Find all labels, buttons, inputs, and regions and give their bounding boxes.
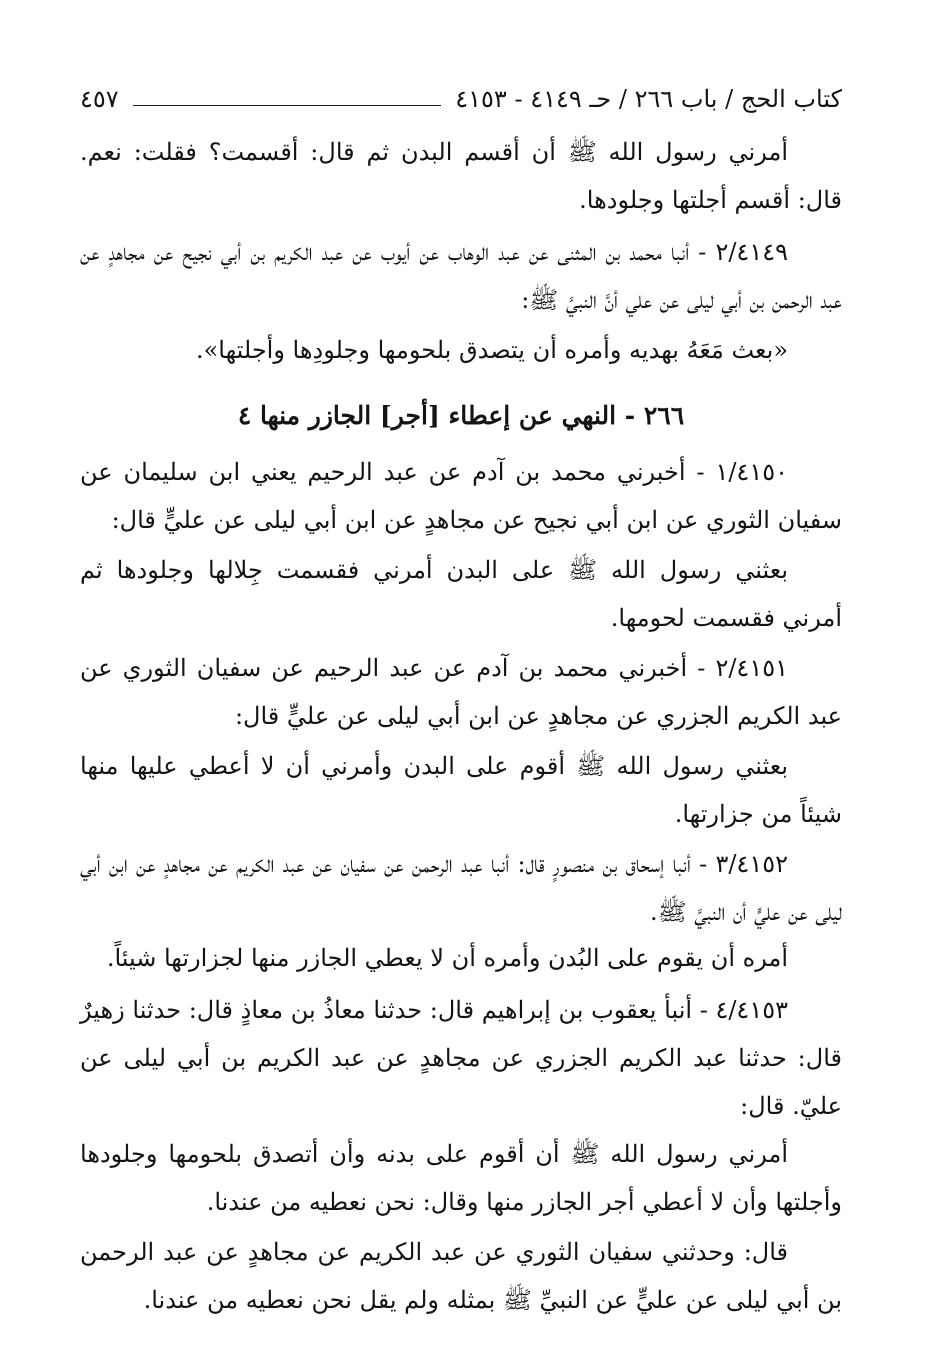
hadith-4149: ٢/٤١٤٩ - أنبا محمد بن المثنى عن عبد الوهاب عن أيوب عن عبد الكريم بن أبي نجيح عن مجاهدٍ عن عبد الرحمن بن أبي ليلى عن علي أنَّ النبيَّ ﷺ: (80, 238, 842, 314)
hadith-4150-text: بعثني رسول الله ﷺ على البدن أمرني فقسمت جِلالها وجلودها ثم أمرني فقسمت لحومها. (80, 556, 842, 632)
hadith-4153-text: أمرني رسول الله ﷺ أن أقوم على بدنه وأن أتصدق بلحومها وجلودها وأجلتها وأن لا أعطي أجر الجازر منها وقال: نحن نعطيه من عندنا. (80, 1140, 842, 1216)
header-title: كتاب الحج / باب ٢٦٦ / حـ ٤١٤٩ - ٤١٥٣ (455, 85, 842, 113)
chapter-heading-266: ٢٦٦ - النهي عن إعطاء [أجر] الجازر منها ٤ (237, 401, 685, 430)
hadith-4150: ١/٤١٥٠ - أخبرني محمد بن آدم عن عبد الرحيم يعني ابن سليمان عن سفيان الثوري عن ابن أبي نجيح عن مجاهدٍ عن ابن أبي ليلى عن عليٍّ قال: (80, 458, 842, 534)
hadith-4153-addendum: قال: وحدثني سفيان الثوري عن عبد الكريم عن مجاهدٍ عن عبد الرحمن بن أبي ليلى عن عليٍّ عن النبيِّ ﷺ بمثله ولم يقل نحن نعطيه من عندنا. (80, 1238, 842, 1314)
header-rule (133, 105, 442, 106)
running-header (80, 78, 842, 114)
paragraph-1: أمرني رسول الله ﷺ أن أقسم البدن ثم قال: أقسمت؟ فقلت: نعم. قال: أقسم أجلتها وجلودها. (80, 138, 842, 214)
hadith-4151-text: بعثني رسول الله ﷺ أقوم على البدن وأمرني أن لا أعطي عليها منها شيئاً من جزارتها. (80, 752, 842, 828)
hadith-4151: ٢/٤١٥١ - أخبرني محمد بن آدم عن عبد الرحيم عن سفيان الثوري عن عبد الكريم الجزري عن مجاهدٍ عن ابن أبي ليلى عن عليٍّ قال: (80, 654, 842, 730)
hadith-4152: ٣/٤١٥٢ - أنبا إسحاق بن منصورٍ قال: أنبا عبد الرحمن عن سفيان عن عبد الكريم عن مجاهدٍ عن ابن أبي ليلى عن عليٍّ أن النبيَّ ﷺ. (80, 850, 842, 926)
hadith-4153: ٤/٤١٥٣ - أنبأ يعقوب بن إبراهيم قال: حدثنا معاذُ بن معاذٍ قال: حدثنا زهيرٌ قال: حدثنا عبد الكريم الجزري عن مجاهدٍ عن عبد الكريم بن أبي ليلى عن عليّ. قال: (80, 996, 842, 1120)
hadith-4149-text: «بعث مَعَهُ بهديه وأمره أن يتصدق بلحومها وجلودِها وأجلتها». (195, 336, 788, 364)
page-number: ٤٥٧ (80, 85, 119, 113)
hadith-4152-text: أمره أن يقوم على البُدن وأمره أن لا يعطي الجازر منها لجزارتها شيئاً. (106, 944, 788, 972)
